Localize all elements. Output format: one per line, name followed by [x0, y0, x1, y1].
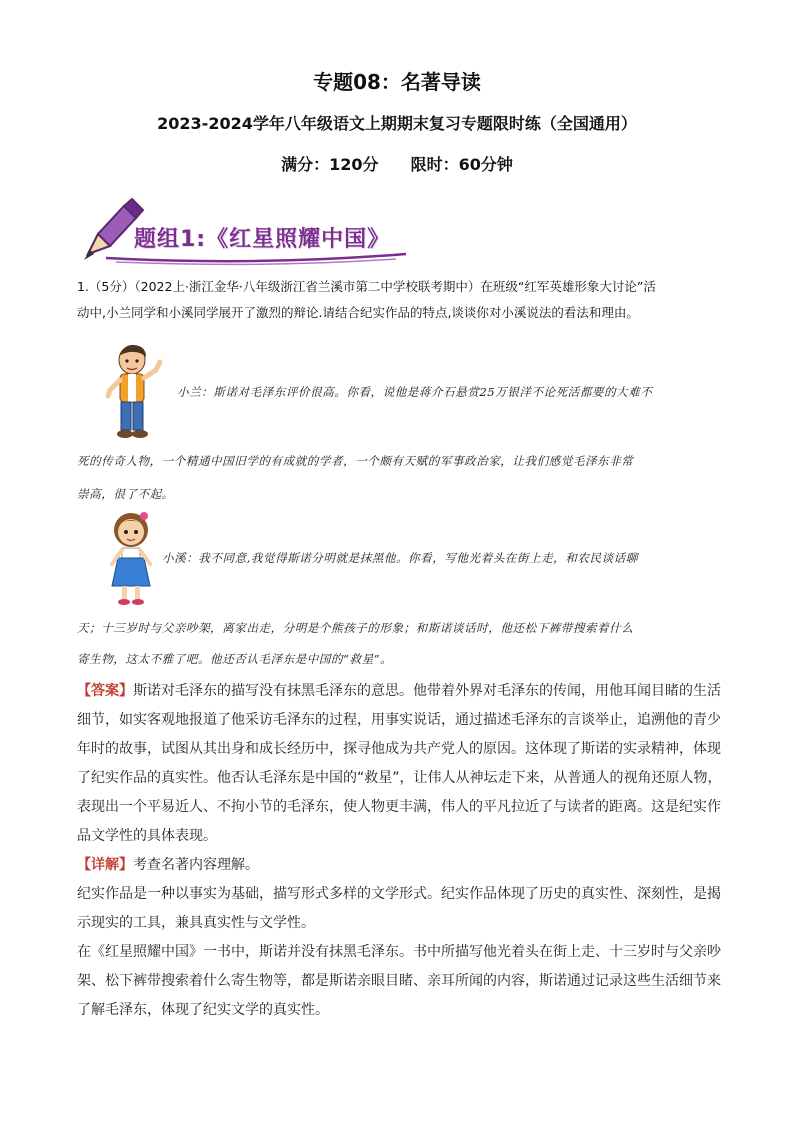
page-subtitle: 2023-2024学年八年级语文上期期末复习专题限时练（全国通用）	[157, 114, 637, 133]
answer-tag: 【答案】	[77, 683, 133, 699]
speech-lan-line: 死的传奇人物，一个精通中国旧学的有成就的学者，一个颇有天赋的军事政治家，让我们感觉毛泽东非常	[77, 454, 634, 468]
answer-line: 细节，如实客观地报道了他采访毛泽东的过程，用事实说话，通过描述毛泽东的言谈举止，追溯他的青少	[77, 712, 721, 728]
girl-character-illustration	[100, 508, 162, 608]
detail-line: 纪实作品是一种以事实为基础，描写形式多样的文学形式。纪实作品体现了历史的真实性、深刻性，是揭	[77, 886, 721, 902]
detail-line: 了解毛泽东，体现了纪实文学的真实性。	[77, 1002, 329, 1018]
question-line: 1.（5分）（2022上·浙江金华·八年级浙江省兰溪市第二中学校联考期中）在班级“红军英雄形象大讨论”活	[77, 279, 656, 294]
detail-line: 示现实的工具，兼具真实性与文学性。	[77, 915, 315, 931]
answer-line: 了纪实作品的真实性。他否认毛泽东是中国的“救星”，让伟人从神坛走下来，从普通人的视角还原人物，	[77, 770, 722, 786]
answer-line: 【答案】斯诺对毛泽东的描写没有抹黑毛泽东的意思。他带着外界对毛泽东的传闻，用他耳闻目睹的生活	[77, 683, 721, 699]
question-line: 动中,小兰同学和小溪同学展开了激烈的辩论.请结合纪实作品的特点,谈谈你对小溪说法的看法和理由。	[77, 305, 639, 320]
question-1	[77, 274, 722, 326]
speech-xi-line: 小溪：我不同意,我觉得斯诺分明就是抹黑他。你看，写他光着头在街上走，和农民谈话聊	[162, 551, 638, 565]
detail-line: 在《红星照耀中国》一书中，斯诺并没有抹黑毛泽东。书中所描写他光着头在街上走、十三岁时与父亲吵	[77, 944, 721, 960]
speech-xi-line: 天；十三岁时与父亲吵架，离家出走，分明是个熊孩子的形象；和斯诺谈话时，他还松下裤带搜索着什么	[77, 621, 634, 635]
answer-section	[77, 677, 722, 1025]
page-title: 专题08：名著导读	[313, 70, 481, 94]
time-label: 限时：60分钟	[410, 155, 513, 174]
detail-line: 【详解】考查名著内容理解。	[77, 857, 259, 873]
detail-tag: 【详解】	[77, 857, 133, 873]
speech-lan-line: 崇高，很了不起。	[77, 487, 174, 501]
section-heading: 题组1:《红星照耀中国》	[134, 227, 391, 252]
exam-info	[0, 152, 794, 175]
score-label: 满分：120分	[281, 155, 379, 174]
speech-lan-line: 小兰：斯诺对毛泽东评价很高。你看，说他是蒋介石悬赏25万银洋不论死活都要的大难不	[177, 385, 653, 399]
detail-line: 架、松下裤带搜索着什么寄生物等，都是斯诺亲眼目睹、亲耳所闻的内容，斯诺通过记录这些生活细节来	[77, 973, 721, 989]
boy-character-illustration	[100, 342, 170, 442]
answer-line: 品文学性的具体表现。	[77, 828, 217, 844]
answer-line: 表现出一个平易近人、不拘小节的毛泽东，使人物更丰满，伟人的平凡拉近了与读者的距离。这是纪实作	[77, 799, 721, 815]
speech-xi-line: 寄生物，这太不雅了吧。他还否认毛泽东是中国的“救星”。	[77, 652, 393, 666]
answer-line: 年时的故事，试图从其出身和成长经历中，探寻他成为共产党人的原因。这体现了斯诺的实录精神，体现	[77, 741, 721, 757]
